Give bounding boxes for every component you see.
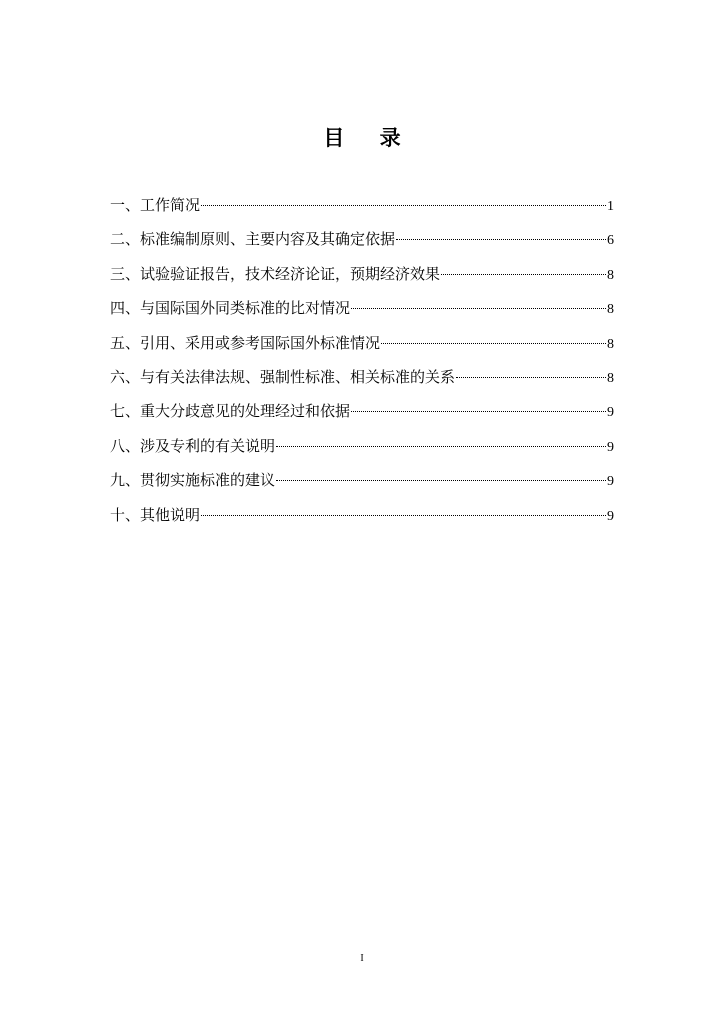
- toc-entry-page: 9: [607, 405, 614, 421]
- toc-entry[interactable]: [110, 434, 614, 468]
- toc-entry-page: 8: [607, 302, 614, 318]
- page-title: 目 录: [323, 126, 415, 150]
- toc-dot-leader: [276, 464, 606, 481]
- table-of-contents: [110, 193, 614, 537]
- toc-dot-leader: [351, 292, 606, 309]
- toc-entry[interactable]: [110, 227, 614, 261]
- toc-entry-page: 9: [607, 474, 614, 490]
- toc-dot-leader: [351, 395, 606, 412]
- toc-entry-page: 8: [607, 370, 614, 386]
- toc-entry[interactable]: [110, 399, 614, 433]
- toc-entry-title: 三、试验验证报告，技术经济论证，预期经济效果: [110, 264, 441, 283]
- toc-entry-page: 9: [607, 439, 614, 455]
- toc-dot-leader: [276, 430, 606, 447]
- toc-entry-title: 一、工作简况: [110, 196, 201, 214]
- toc-dot-leader: [201, 499, 606, 516]
- toc-entry-page: 8: [607, 267, 614, 283]
- toc-entry-page: 9: [607, 508, 614, 524]
- toc-entry[interactable]: [110, 468, 614, 502]
- toc-entry[interactable]: [110, 262, 614, 296]
- toc-dot-leader: [396, 223, 606, 240]
- toc-entry-title: 九、贯彻实施标准的建议: [110, 471, 276, 490]
- page-number-footer: I: [360, 953, 364, 964]
- toc-entry-title: 二、标准编制原则、主要内容及其确定依据: [110, 230, 396, 249]
- toc-entry[interactable]: [110, 296, 614, 330]
- toc-entry-title: 十、其他说明: [110, 505, 201, 524]
- toc-entry-title: 四、与国际国外同类标准的比对情况: [110, 299, 351, 318]
- toc-entry-page: 8: [607, 336, 614, 352]
- toc-dot-leader: [381, 327, 606, 344]
- toc-dot-leader: [201, 189, 606, 206]
- toc-entry[interactable]: [110, 331, 614, 365]
- toc-dot-leader: [456, 361, 606, 378]
- toc-dot-leader: [441, 258, 606, 275]
- toc-entry[interactable]: [110, 365, 614, 399]
- toc-entry[interactable]: [110, 193, 614, 227]
- toc-entry-page: 1: [607, 199, 614, 214]
- toc-entry-page: 6: [607, 233, 614, 249]
- toc-entry-title: 六、与有关法律法规、强制性标准、相关标准的关系: [110, 367, 456, 386]
- toc-entry-title: 八、涉及专利的有关说明: [110, 436, 276, 455]
- toc-entry-title: 七、重大分歧意见的处理经过和依据: [110, 402, 351, 421]
- toc-entry[interactable]: [110, 503, 614, 537]
- toc-entry-title: 五、引用、采用或参考国际国外标准情况: [110, 333, 381, 352]
